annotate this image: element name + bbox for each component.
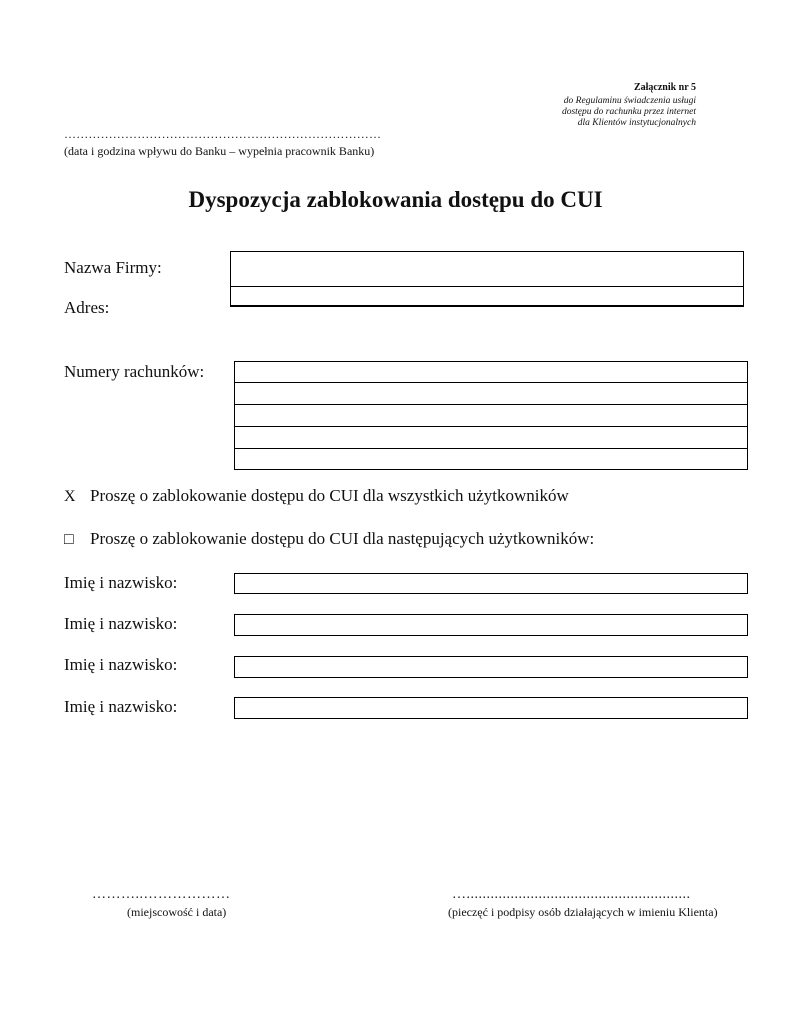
user-name-field[interactable] (234, 614, 748, 636)
account-number-field[interactable] (234, 382, 748, 405)
annex-line: dla Klientów instytucjonalnych (577, 118, 696, 128)
account-number-field[interactable] (234, 448, 748, 470)
option-label: Proszę o zablokowanie dostępu do CUI dla wszystkich użytkowników (90, 486, 569, 505)
receipt-date-dots: …………………………………………………………………… (64, 127, 382, 141)
annex-line: dostępu do rachunku przez internet (561, 107, 696, 117)
checkbox-empty-icon[interactable]: □ (64, 531, 74, 548)
checkbox-checked-icon[interactable]: X (64, 488, 76, 505)
annex-line: do Regulaminu świadczenia usługi (563, 96, 696, 106)
user-name-field[interactable] (234, 573, 748, 594)
account-number-field[interactable] (234, 361, 748, 383)
annex-title: Załącznik nr 5 (633, 82, 696, 93)
receipt-date-caption: (data i godzina wpływu do Banku – wypełnia pracownik Banku) (64, 144, 375, 158)
company-address-field[interactable] (230, 286, 744, 306)
stamp-signature-dots: …........................................................ (452, 887, 691, 902)
company-address-label: Adres: (64, 298, 110, 317)
company-name-field[interactable] (230, 251, 744, 287)
user-name-label: Imię i nazwisko: (64, 614, 178, 633)
stamp-signature-caption: (pieczęć i podpisy osób działających w imieniu Klienta) (448, 905, 718, 919)
address-field-underline (230, 306, 744, 307)
account-number-field[interactable] (234, 404, 748, 427)
account-number-field[interactable] (234, 426, 748, 449)
option-block-selected-users[interactable] (64, 529, 594, 549)
place-date-caption: (miejscowość i data) (127, 905, 227, 919)
option-label: Proszę o zablokowanie dostępu do CUI dla następujących użytkowników: (90, 529, 595, 548)
user-name-label: Imię i nazwisko: (64, 697, 178, 716)
user-name-field[interactable] (234, 697, 748, 719)
user-name-label: Imię i nazwisko: (64, 655, 178, 674)
document-title: Dyspozycja zablokowania dostępu do CUI (188, 187, 603, 212)
accounts-label: Numery rachunków: (64, 362, 205, 381)
user-name-field[interactable] (234, 656, 748, 678)
option-block-all-users[interactable] (64, 486, 569, 506)
company-name-label: Nazwa Firmy: (64, 258, 162, 277)
user-name-label: Imię i nazwisko: (64, 573, 178, 592)
place-date-dots: ………..……………… (92, 887, 231, 902)
